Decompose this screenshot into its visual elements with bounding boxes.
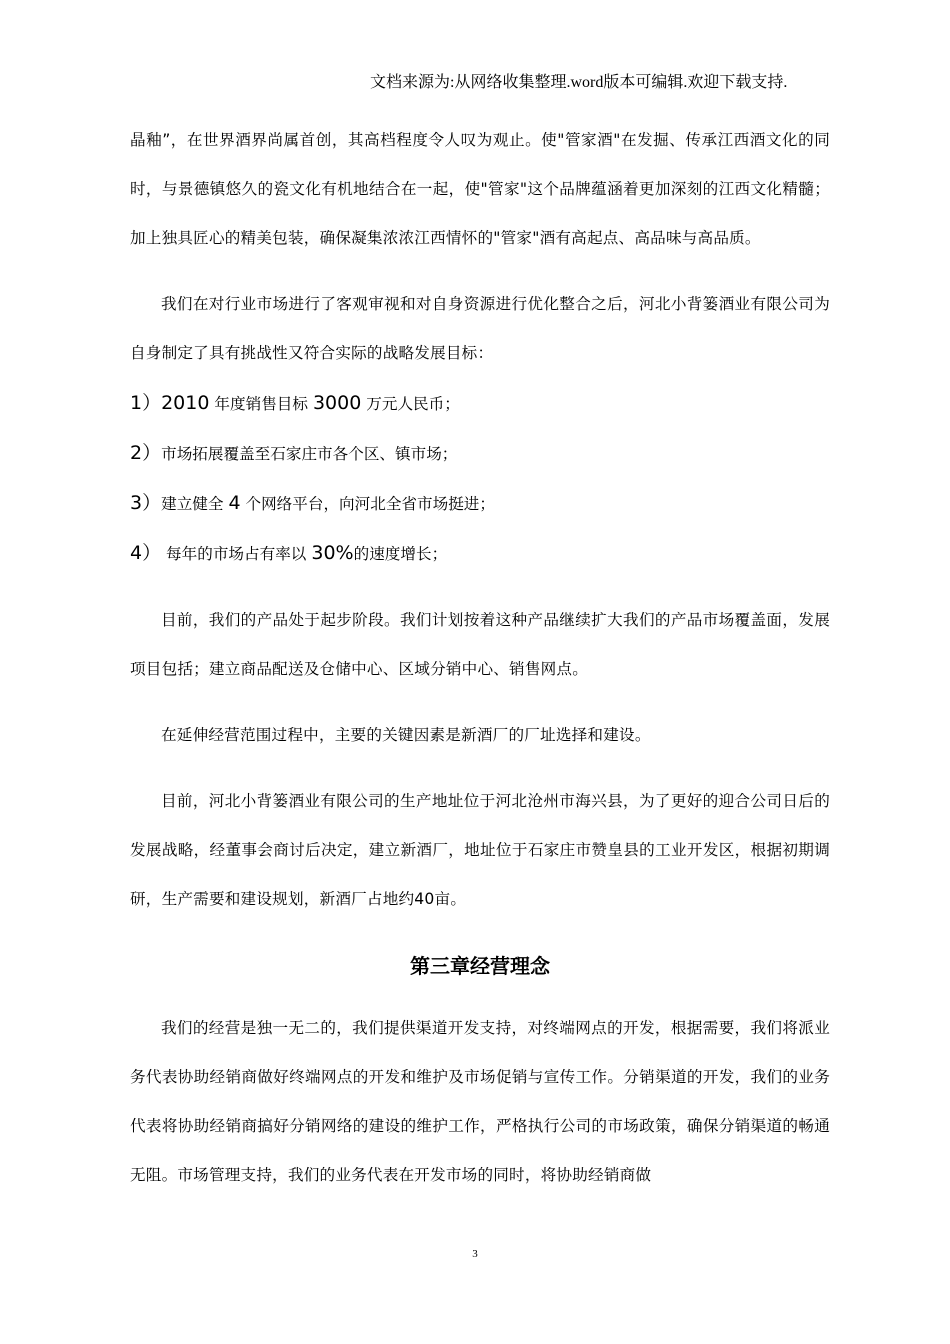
goal-text-suffix: 万元人民币； (361, 395, 460, 413)
chapter-title: 第三章经营理念 (410, 954, 550, 978)
goal-text: 建立健全 (161, 495, 229, 513)
paragraph-business-philosophy: 我们的经营是独一无二的，我们提供渠道开发支持，对终端网点的开发，根据需要，我们将派业务代表协助经销商做好终端网点的开发和维护及市场促销与宣传工作。分销渠道的开发，我们的业务代表将协助经销商搞好分销网络的建设的维护工作，严格执行公司的市场政策，确保分销渠道的畅通无阻。市场管理支持，我们的业务代表在开发市场的同时，将协助经销商做 (130, 1019, 830, 1184)
goal-number: 1） (130, 392, 162, 414)
goal-text: 年度销售目标 (209, 395, 313, 413)
document-source-note: 文档来源为:从网络收集整理.word版本可编辑.欢迎下载支持. (370, 74, 788, 91)
page-number: 3 (472, 1248, 478, 1260)
page-body (130, 116, 830, 1200)
goal-item-4 (130, 529, 830, 579)
goal-year: 2010 (161, 392, 210, 414)
goal-text-suffix: 个网络平台，向河北全省市场挺进； (240, 495, 495, 513)
paragraph-current-stage: 目前，我们的产品处于起步阶段。我们计划按着这种产品继续扩大我们的产品市场覆盖面，发展项目包括；建立商品配送及仓储中心、区域分销中心、销售网点。 (130, 611, 830, 678)
goal-text: 每年的市场占有率以 (161, 545, 312, 563)
goal-item-2 (130, 429, 830, 479)
paragraph-key-factor: 在延伸经营范围过程中，主要的关键因素是新酒厂的厂址选择和建设。 (161, 726, 651, 744)
goal-item-3 (130, 479, 830, 529)
paragraph-guanjia-culture: 晶釉”，在世界酒界尚属首创，其高档程度令人叹为观止。使"管家酒"在发掘、传承江西酒文化的同时，与景德镇悠久的瓷文化有机地结合在一起，使"管家"这个品牌蕴涵着更加深刻的江西文化精髓；加上独具匠心的精美包装，确保凝集浓浓江西情怀的"管家"酒有高起点、高品味与高品质。 (130, 131, 830, 247)
goal-number: 2） (130, 442, 162, 464)
goal-number: 3） (130, 492, 162, 514)
paragraph-strategy-intro: 我们在对行业市场进行了客观审视和对自身资源进行优化整合之后，河北小背篓酒业有限公司为自身制定了具有挑战性又符合实际的战略发展目标： (130, 295, 830, 362)
goal-amount: 3000 (312, 392, 362, 414)
goal-number: 4） (130, 542, 162, 564)
goal-text: 市场拓展覆盖至石家庄市各个区、镇市场； (161, 445, 458, 463)
goal-text-suffix: 的速度增长； (353, 545, 448, 563)
goal-count: 4 (228, 492, 241, 514)
goal-item-1 (130, 379, 830, 429)
paragraph-new-brewery: 目前，河北小背篓酒业有限公司的生产地址位于河北沧州市海兴县，为了更好的迎合公司日后的发展战略，经董事会商讨后决定，建立新酒厂，地址位于石家庄市赞皇县的工业开发区，根据初期调研，生产需要和建设规划，新酒厂占地约40亩。 (130, 792, 830, 908)
goal-percent: 30% (311, 542, 354, 564)
strategic-goals-list (130, 379, 830, 579)
